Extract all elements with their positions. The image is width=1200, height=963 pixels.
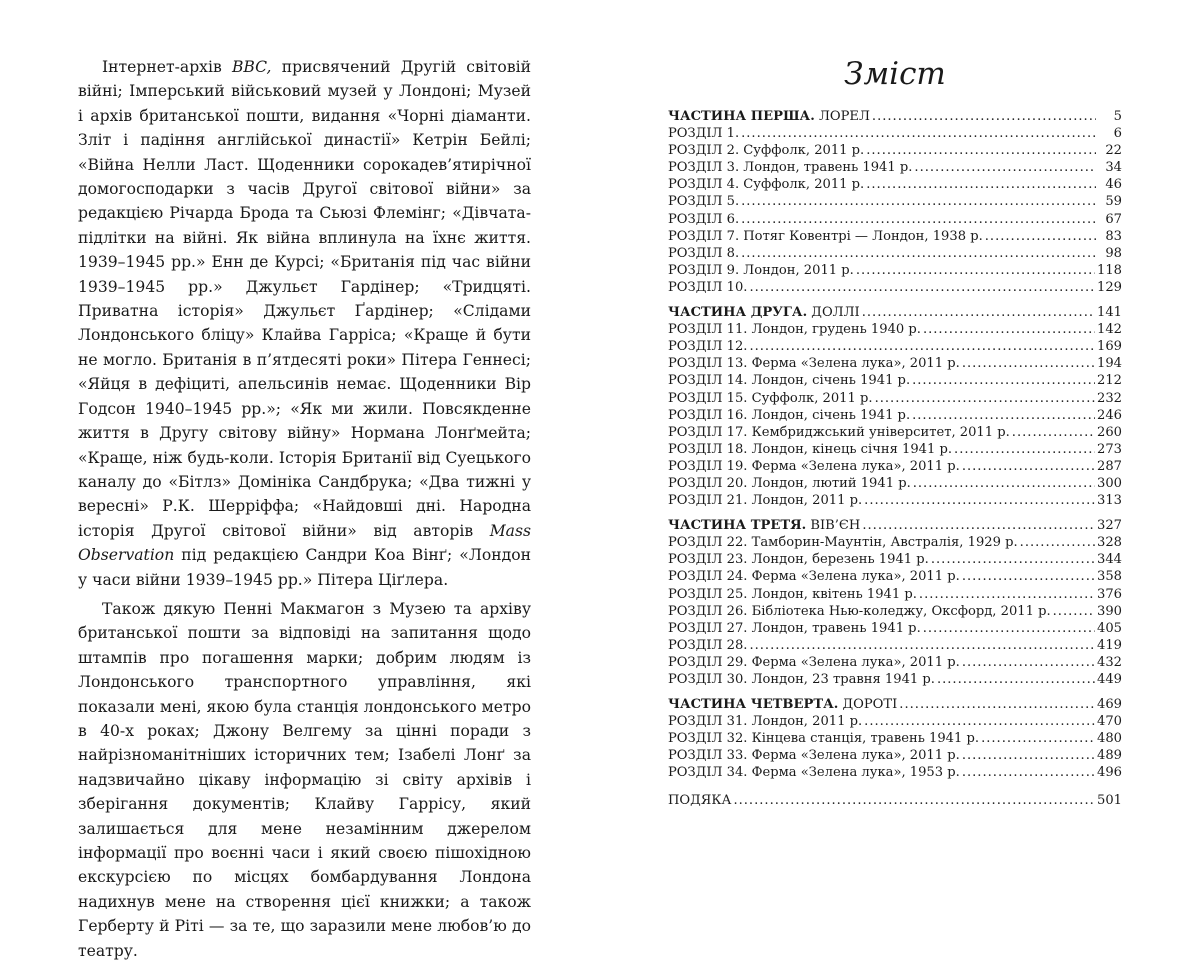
toc-chapter-title: РОЗДІЛ 31. Лондон, 2011 р.	[668, 714, 863, 730]
toc-leader-dots	[985, 228, 1096, 245]
toc-parts	[668, 108, 1122, 782]
toc-entry-label	[668, 441, 952, 458]
toc-part-block	[668, 108, 1122, 296]
toc-leader-dots	[923, 620, 1095, 637]
toc-page-number: 118	[1097, 262, 1122, 278]
toc-entry-label	[668, 193, 739, 210]
toc-chapter-title: РОЗДІЛ 12.	[668, 339, 748, 355]
toc-chapter-row	[668, 764, 1122, 781]
toc-chapter-title: РОЗДІЛ 14. Лондон, січень 1941 р.	[668, 373, 911, 389]
toc-entry-label	[668, 262, 854, 279]
toc-leader-dots	[962, 764, 1095, 781]
toc-chapter-title: РОЗДІЛ 6.	[668, 211, 740, 227]
toc-chapter-title: РОЗДІЛ 16. Лондон, січень 1941 р.	[668, 407, 911, 423]
toc-entry-label	[668, 279, 747, 296]
toc-page-number: 419	[1097, 637, 1122, 653]
toc-chapter-row	[668, 321, 1122, 338]
toc-chapter-title: РОЗДІЛ 23. Лондон, березень 1941 р.	[668, 552, 929, 568]
toc-chapter-title: РОЗДІЛ 5.	[668, 194, 740, 210]
toc-entry-label	[668, 390, 873, 407]
toc-chapter-title: РОЗДІЛ 24. Ферма «Зелена лука», 2011 р.	[668, 569, 960, 585]
toc-entry-label	[668, 551, 929, 568]
toc-chapter-row	[668, 603, 1122, 620]
toc-chapter-title: РОЗДІЛ 2. Суффолк, 2011 р.	[668, 143, 865, 159]
toc-page-number: 470	[1097, 714, 1122, 730]
toc-part-heading: ЧАСТИНА ТРЕТЯ.	[668, 518, 807, 534]
toc-part-name: ЛОРЕЛ	[814, 109, 870, 124]
toc-leader-dots	[962, 654, 1095, 671]
toc-page-number: 194	[1097, 356, 1122, 372]
toc-leader-dots	[862, 517, 1095, 534]
toc-leader-dots	[923, 321, 1095, 338]
acknowledgements-page	[78, 55, 531, 963]
toc-chapter-row	[668, 211, 1122, 228]
toc-chapter-title: РОЗДІЛ 9. Лондон, 2011 р.	[668, 262, 854, 278]
toc-entry-label	[668, 108, 870, 125]
toc-chapter-title: РОЗДІЛ 4. Суффолк, 2011 р.	[668, 177, 865, 193]
toc-part-block	[668, 517, 1122, 688]
toc-chapter-title: РОЗДІЛ 28.	[668, 637, 748, 653]
toc-entry-label	[668, 730, 979, 747]
toc-page-number: 46	[1105, 177, 1122, 193]
toc-chapter-title: РОЗДІЛ 7. Потяг Ковентрі — Лондон, 1938 р.	[668, 228, 983, 244]
toc-page-number: 496	[1097, 765, 1122, 781]
toc-chapter-row	[668, 534, 1122, 551]
toc-chapter-title: РОЗДІЛ 19. Ферма «Зелена лука», 2011 р.	[668, 458, 960, 474]
toc-leader-dots	[872, 108, 1096, 125]
toc-chapter-row	[668, 176, 1122, 193]
toc-page-number: 432	[1097, 654, 1122, 670]
toc-page-number: 405	[1097, 620, 1122, 636]
toc-leader-dots	[954, 441, 1095, 458]
toc-page-number: 67	[1105, 211, 1122, 227]
toc-chapter-row	[668, 654, 1122, 671]
toc-entry-label	[668, 764, 960, 781]
toc-entry-label	[668, 424, 1010, 441]
toc-leader-dots	[733, 792, 1095, 809]
toc-acknowledgements-row	[668, 792, 1122, 809]
toc-chapter-title: РОЗДІЛ 3. Лондон, травень 1941 р.	[668, 160, 913, 176]
toc-chapter-title: РОЗДІЛ 30. Лондон, 23 травня 1941 р.	[668, 672, 935, 687]
toc-entry-label	[668, 355, 960, 372]
toc-chapter-row	[668, 372, 1122, 389]
toc-page-number: 83	[1105, 228, 1122, 244]
toc-chapter-title: РОЗДІЛ 33. Ферма «Зелена лука», 2011 р.	[668, 748, 960, 764]
toc-page-number: 449	[1097, 672, 1122, 687]
toc-chapter-row	[668, 193, 1122, 210]
toc-chapter-row	[668, 671, 1122, 688]
toc-entry-label	[668, 176, 864, 193]
toc-page-number: 34	[1105, 160, 1122, 176]
toc-leader-dots	[864, 492, 1095, 509]
toc-chapter-row	[668, 551, 1122, 568]
toc-page-number: 489	[1097, 748, 1122, 764]
toc-chapter-row	[668, 228, 1122, 245]
toc-page-number: 300	[1097, 475, 1122, 491]
toc-chapter-title: РОЗДІЛ 32. Кінцева станція, травень 1941 р.	[668, 731, 980, 747]
toc-chapter-row	[668, 279, 1122, 296]
toc-entry-label	[668, 671, 935, 688]
toc-leader-dots	[962, 458, 1095, 475]
toc-chapter-title: РОЗДІЛ 25. Лондон, квітень 1941 р.	[668, 586, 917, 602]
toc-part-heading: ЧАСТИНА ПЕРША.	[668, 109, 815, 124]
toc-page-number: 129	[1097, 279, 1122, 295]
toc-leader-dots	[866, 176, 1096, 193]
toc-chapter-title: РОЗДІЛ 11. Лондон, грудень 1940 р.	[668, 322, 921, 338]
toc-entry-label	[668, 586, 917, 603]
toc-leader-dots	[962, 355, 1095, 372]
toc-page-number: 5	[1113, 109, 1122, 124]
toc-leader-dots	[741, 211, 1096, 228]
toc-leader-dots	[864, 713, 1095, 730]
toc-entry-label	[668, 142, 864, 159]
toc-chapter-row	[668, 713, 1122, 730]
toc-page-number: 469	[1097, 697, 1122, 713]
toc-entry-label	[668, 747, 960, 764]
toc-leader-dots	[899, 696, 1095, 713]
toc-leader-dots	[962, 568, 1095, 585]
toc-chapter-row	[668, 125, 1122, 142]
toc-entry-label	[668, 534, 1018, 551]
toc-page-number: 376	[1097, 586, 1122, 602]
toc-chapter-title: РОЗДІЛ 29. Ферма «Зелена лука», 2011 р.	[668, 654, 960, 670]
text-segment: присвячений Другій світовій війні; Імперський військовий музей у Лондоні; Музей і архів британської пошти, видання «Чорні діаманти. Зліт і падіння англійської династії» Кетрін Бейлі; «Війна Нелли Ласт. Щоденники сорокадев’ятирічної домогосподарки з часів Другої світової війни» за редакцією Річарда Брода та Сьюзі Флемінг; «Дівчата-підлітки на війні. Як війна вплинула на їхнє життя. 1939–1945 рр.» Енн де Курсі; «Британія під час війни 1939–1945 рр.» Джульєт Гардінер; «Тридцяті. Приватна історія» Джульєт Ґардінер; «Слідами Лондонського бліцу» Клайва Гарріса; «Краще й бути не могло. Британія в п’ятдесяті роки» Пітера Геннесі; «Яйця в дефіциті, апельсинів немає. Щоденники Вір Годсон 1940–1945 рр.»; «Як ми жили. Повсякденне життя в Другу світову війну» Нормана Лонґмейта; «Краще, ніж будь-коли. Історія Британії від Суецького каналу до «Бітлз» Домініка Сандбрука; «Два тижні у вересні» Р.К. Шерріффа; «Найдовші дні. Народна історія Другої світової війни» від авторів	[78, 58, 531, 540]
toc-page-number: 260	[1097, 424, 1122, 440]
toc-chapter-row	[668, 568, 1122, 585]
toc-leader-dots	[1012, 424, 1095, 441]
toc-part-name: ВІВ’ЄН	[806, 518, 861, 534]
toc-chapter-row	[668, 586, 1122, 603]
toc-entry-label	[668, 654, 960, 671]
toc-leader-dots	[912, 372, 1095, 389]
toc-leader-dots	[919, 586, 1095, 603]
toc-entry-label	[668, 321, 921, 338]
toc-page-number: 6	[1113, 126, 1122, 142]
toc-entry-label	[668, 458, 960, 475]
text-segment: Також дякую Пенні Макмагон з Музею та архіву британської пошти за відповіді на запитання щодо штампів про погашення марки; добрим людям із Лондонського транспортного управління, які показали мені, якою була станція лондонського метро в 40-х роках; Джону Велгему за цінні поради з найрізноманітніших історичних тем; Ізабелі Лонґ за надзвичайно цікаву інформацію зі світу архівів і зберігання документів; Клайву Гаррісу, який залишається для мене незамінним джерелом інформації про воєнні часи і який своєю пішохідною екскурсією по місцях бомбардування Лондона надихнув мене на створення цієї книжки; а також Герберту й Ріті — за те, що заразили мене любов’ю до театру.	[78, 599, 531, 960]
toc-entry-label	[668, 407, 910, 424]
toc-page-number: 313	[1097, 493, 1122, 509]
toc-chapter-row	[668, 390, 1122, 407]
toc-chapter-row	[668, 747, 1122, 764]
toc-page-number: 287	[1097, 458, 1122, 474]
toc-chapter-row	[668, 620, 1122, 637]
toc-chapter-row	[668, 441, 1122, 458]
toc-part-heading: ЧАСТИНА ЧЕТВЕРТА.	[668, 697, 839, 713]
toc-leader-dots	[749, 637, 1095, 654]
toc-chapter-row	[668, 730, 1122, 747]
table-of-contents-page	[668, 56, 1122, 809]
toc-leader-dots	[912, 407, 1095, 424]
toc-page-number: 358	[1097, 569, 1122, 585]
toc-page-number: 212	[1097, 373, 1122, 389]
italic-text-segment: Mass Observation	[78, 521, 531, 565]
toc-part-row	[668, 517, 1122, 534]
toc-leader-dots	[749, 279, 1095, 296]
toc-page-number: 59	[1105, 194, 1122, 210]
body-paragraph	[78, 55, 531, 592]
toc-chapter-title: РОЗДІЛ 13. Ферма «Зелена лука», 2011 р.	[668, 356, 960, 372]
toc-entry-label	[668, 475, 911, 492]
toc-chapter-title: РОЗДІЛ 27. Лондон, травень 1941 р.	[668, 620, 921, 636]
toc-chapter-row	[668, 475, 1122, 492]
toc-chapter-title: РОЗДІЛ 15. Суффолк, 2011 р.	[668, 390, 873, 406]
toc-leader-dots	[741, 125, 1096, 142]
toc-entry-label	[668, 228, 983, 245]
text-segment: Інтернет-архів	[102, 58, 232, 76]
toc-leader-dots	[913, 475, 1095, 492]
toc-entry-label	[668, 696, 897, 713]
toc-part-row	[668, 304, 1122, 321]
toc-page-number: 390	[1097, 603, 1122, 619]
toc-leader-dots	[856, 262, 1095, 279]
toc-leader-dots	[962, 747, 1095, 764]
toc-entry-label	[668, 245, 739, 262]
text-segment: під редакцією Сандри Коа Вінґ; «Лондон у часи війни 1939–1945 рр.» Пітера Ціґлера.	[78, 546, 531, 589]
toc-entry-label	[668, 637, 747, 654]
toc-part-block	[668, 696, 1122, 781]
toc-chapter-title: РОЗДІЛ 10.	[668, 279, 748, 295]
body-paragraph	[78, 597, 531, 963]
toc-part-heading: ЧАСТИНА ДРУГА.	[668, 305, 808, 321]
toc-chapter-title: РОЗДІЛ 1.	[668, 126, 740, 142]
toc-chapter-row	[668, 338, 1122, 355]
toc-part-name: ДОЛЛІ	[807, 305, 860, 321]
toc-leader-dots	[1020, 534, 1095, 551]
toc-chapter-title: РОЗДІЛ 22. Тамборин-Маунтін, Австралія, 1929 р.	[668, 535, 1018, 551]
toc-page-number: 501	[1097, 792, 1122, 808]
toc-entry-label	[668, 568, 960, 585]
toc-page-number: 344	[1097, 552, 1122, 568]
toc-chapter-row	[668, 458, 1122, 475]
toc-leader-dots	[866, 142, 1096, 159]
toc-page-number: 98	[1105, 245, 1122, 261]
toc-page-number: 22	[1105, 143, 1122, 159]
toc-part-block	[668, 304, 1122, 509]
toc-chapter-title: РОЗДІЛ 26. Бібліотека Нью-коледжу, Оксфорд, 2011 р.	[668, 603, 1051, 619]
toc-page-number: 246	[1097, 407, 1122, 423]
toc-page-number: 141	[1097, 305, 1122, 321]
toc-leader-dots	[741, 193, 1096, 210]
toc-leader-dots	[937, 671, 1095, 688]
toc-page-number: 480	[1097, 731, 1122, 747]
toc-chapter-row	[668, 637, 1122, 654]
toc-entry-label	[668, 372, 910, 389]
toc-chapter-row	[668, 142, 1122, 159]
toc-page-number: 169	[1097, 339, 1122, 355]
toc-part-row	[668, 108, 1122, 125]
toc-page-number: 232	[1097, 390, 1122, 406]
toc-part-row	[668, 696, 1122, 713]
toc-chapter-row	[668, 355, 1122, 372]
toc-entry-label	[668, 338, 747, 355]
toc-page-number: 328	[1097, 535, 1122, 551]
toc-chapter-title: РОЗДІЛ 17. Кембриджський університет, 2011 р.	[668, 424, 1010, 440]
toc-entry-label	[668, 159, 912, 176]
toc-leader-dots	[914, 159, 1096, 176]
toc-leader-dots	[875, 390, 1095, 407]
toc-chapter-title: РОЗДІЛ 8.	[668, 245, 740, 261]
toc-leader-dots	[1053, 603, 1095, 620]
toc-leader-dots	[981, 730, 1095, 747]
toc-entry-label	[668, 517, 860, 534]
toc-leader-dots	[862, 304, 1095, 321]
toc-title: Зміст	[844, 56, 946, 92]
toc-entry-label	[668, 125, 739, 142]
toc-chapter-row	[668, 159, 1122, 176]
toc-entry-label	[668, 211, 739, 228]
toc-entry-label: ПОДЯКА	[668, 792, 732, 808]
toc-chapter-title: РОЗДІЛ 34. Ферма «Зелена лука», 1953 р.	[668, 765, 960, 781]
toc-entry-label	[668, 603, 1051, 620]
toc-leader-dots	[749, 338, 1095, 355]
toc-chapter-row	[668, 424, 1122, 441]
toc-leader-dots	[931, 551, 1095, 568]
toc-chapter-row	[668, 245, 1122, 262]
toc-chapter-row	[668, 492, 1122, 509]
toc-page-number: 327	[1097, 518, 1122, 534]
toc-entry-label	[668, 620, 921, 637]
toc-chapter-title: РОЗДІЛ 20. Лондон, лютий 1941 р.	[668, 475, 911, 491]
toc-leader-dots	[741, 245, 1096, 262]
toc-page-number: 273	[1097, 441, 1122, 457]
toc-entry-label	[668, 304, 860, 321]
toc-chapter-row	[668, 407, 1122, 424]
toc-entry-label	[668, 713, 862, 730]
toc-chapter-row	[668, 262, 1122, 279]
italic-text-segment: BBC,	[231, 58, 272, 76]
toc-page-number: 142	[1097, 322, 1122, 338]
toc-part-name: ДОРОТІ	[838, 697, 898, 713]
toc-entry-label	[668, 492, 862, 509]
toc-chapter-title: РОЗДІЛ 21. Лондон, 2011 р.	[668, 493, 863, 509]
toc-chapter-title: РОЗДІЛ 18. Лондон, кінець січня 1941 р.	[668, 441, 953, 457]
